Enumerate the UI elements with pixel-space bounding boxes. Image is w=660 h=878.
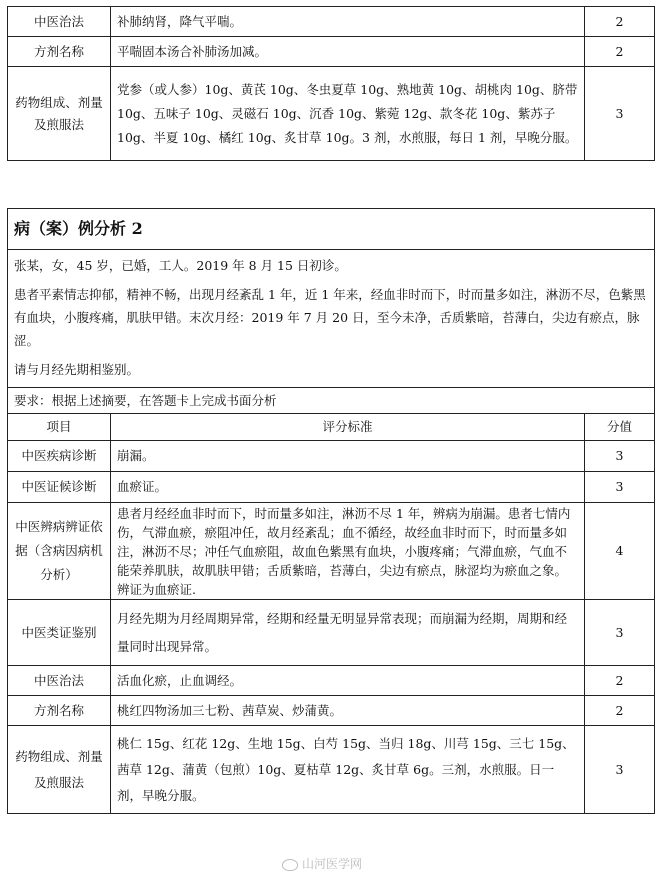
criteria-text: 平喘固本汤合补肺汤加减。 xyxy=(111,37,585,67)
case-history: 患者平素情志抑郁，精神不畅，出现月经紊乱 1 年，近 1 年来，经血非时而下，时而量多如注，淋沥不尽，色紫黑有血块，小腹疼痛，肌肤甲错。末次月经：2019 年 7 月 20 日，至今未净，舌质紫暗，苔薄白，尖边有瘀点，脉涩。 xyxy=(14,287,646,348)
previous-case-table xyxy=(7,6,655,161)
header-criteria: 评分标准 xyxy=(111,414,585,441)
table-row xyxy=(8,666,655,696)
criteria-text: 血瘀证。 xyxy=(111,472,585,503)
criteria-text: 崩漏。 xyxy=(111,441,585,472)
score-value: 4 xyxy=(585,503,655,600)
item-label: 药物组成、剂量及煎服法 xyxy=(8,67,111,161)
score-value: 3 xyxy=(585,441,655,472)
header-item: 项目 xyxy=(8,414,111,441)
case-title: 病（案）例分析 2 xyxy=(8,209,655,250)
criteria-text: 党参（或人参）10g、黄芪 10g、冬虫夏草 10g、熟地黄 10g、胡桃肉 10g、脐带 10g、五味子 10g、灵磁石 10g、沉香 10g、紫菀 12g、款冬花 10g、紫苏子 10g、半夏 10g、橘红 10g、炙甘草 10g。3 剂，水煎服，每日 1 剂，早晚分服。 xyxy=(111,67,585,161)
criteria-text: 桃红四物汤加三七粉、茜草炭、炒蒲黄。 xyxy=(111,696,585,726)
criteria-text: 月经先期为月经周期异常，经期和经量无明显异常表现；而崩漏为经期，周期和经量同时出现异常。 xyxy=(111,600,585,666)
table-row xyxy=(8,600,655,666)
item-label: 中医治法 xyxy=(8,7,111,37)
table-row xyxy=(8,67,655,161)
case-analysis-table xyxy=(7,208,655,814)
header-score: 分值 xyxy=(585,414,655,441)
table-row xyxy=(8,441,655,472)
item-label: 中医类证鉴别 xyxy=(8,600,111,666)
item-label: 中医疾病诊断 xyxy=(8,441,111,472)
case-requirement: 要求：根据上述摘要，在答题卡上完成书面分析 xyxy=(8,388,655,414)
table-row xyxy=(8,726,655,814)
item-label: 中医辨病辨证依据（含病因病机分析） xyxy=(8,503,111,600)
score-value: 2 xyxy=(585,37,655,67)
table-row xyxy=(8,472,655,503)
item-label: 药物组成、剂量及煎服法 xyxy=(8,726,111,814)
item-label: 方剂名称 xyxy=(8,37,111,67)
score-value: 2 xyxy=(585,696,655,726)
watermark-text: 山河医学网 xyxy=(302,857,363,871)
item-label: 方剂名称 xyxy=(8,696,111,726)
table-row xyxy=(8,503,655,600)
item-label: 中医证候诊断 xyxy=(8,472,111,503)
table-row xyxy=(8,37,655,67)
criteria-text: 桃仁 15g、红花 12g、生地 15g、白芍 15g、当归 18g、川芎 15g、三七 15g、茜草 12g、蒲黄（包煎）10g、夏枯草 12g、炙甘草 6g。三剂，水煎服。日一剂，早晚分服。 xyxy=(111,726,585,814)
criteria-text: 补肺纳肾，降气平喘。 xyxy=(111,7,585,37)
criteria-text: 活血化瘀，止血调经。 xyxy=(111,666,585,696)
table-header-row xyxy=(8,414,655,441)
weibo-icon xyxy=(282,859,298,871)
score-value: 3 xyxy=(585,726,655,814)
table-row xyxy=(8,696,655,726)
score-value: 3 xyxy=(585,472,655,503)
table-row xyxy=(8,7,655,37)
score-value: 2 xyxy=(585,666,655,696)
criteria-text: 患者月经经血非时而下，时而量多如注，淋沥不尽 1 年，辨病为崩漏。患者七情内伤，气滞血瘀，瘀阻冲任，故月经紊乱；血不循经，故经血非时而下，时而量多如注，淋沥不尽；冲任气血瘀阻，故血色紫黑有血块，小腹疼痛；气滞血瘀，气血不能荣养肌肤，故肌肤甲错；舌质紫暗，苔薄白，尖边有瘀点，脉涩均为瘀血之象。辨证为血瘀证. xyxy=(111,503,585,600)
case-question: 请与月经先期相鉴别。 xyxy=(14,362,140,377)
case-description xyxy=(8,250,655,388)
score-value: 3 xyxy=(585,67,655,161)
item-label: 中医治法 xyxy=(8,666,111,696)
score-value: 3 xyxy=(585,600,655,666)
score-value: 2 xyxy=(585,7,655,37)
case-intro: 张某，女，45 岁，已婚，工人。2019 年 8 月 15 日初诊。 xyxy=(14,258,347,273)
watermark xyxy=(282,855,362,872)
